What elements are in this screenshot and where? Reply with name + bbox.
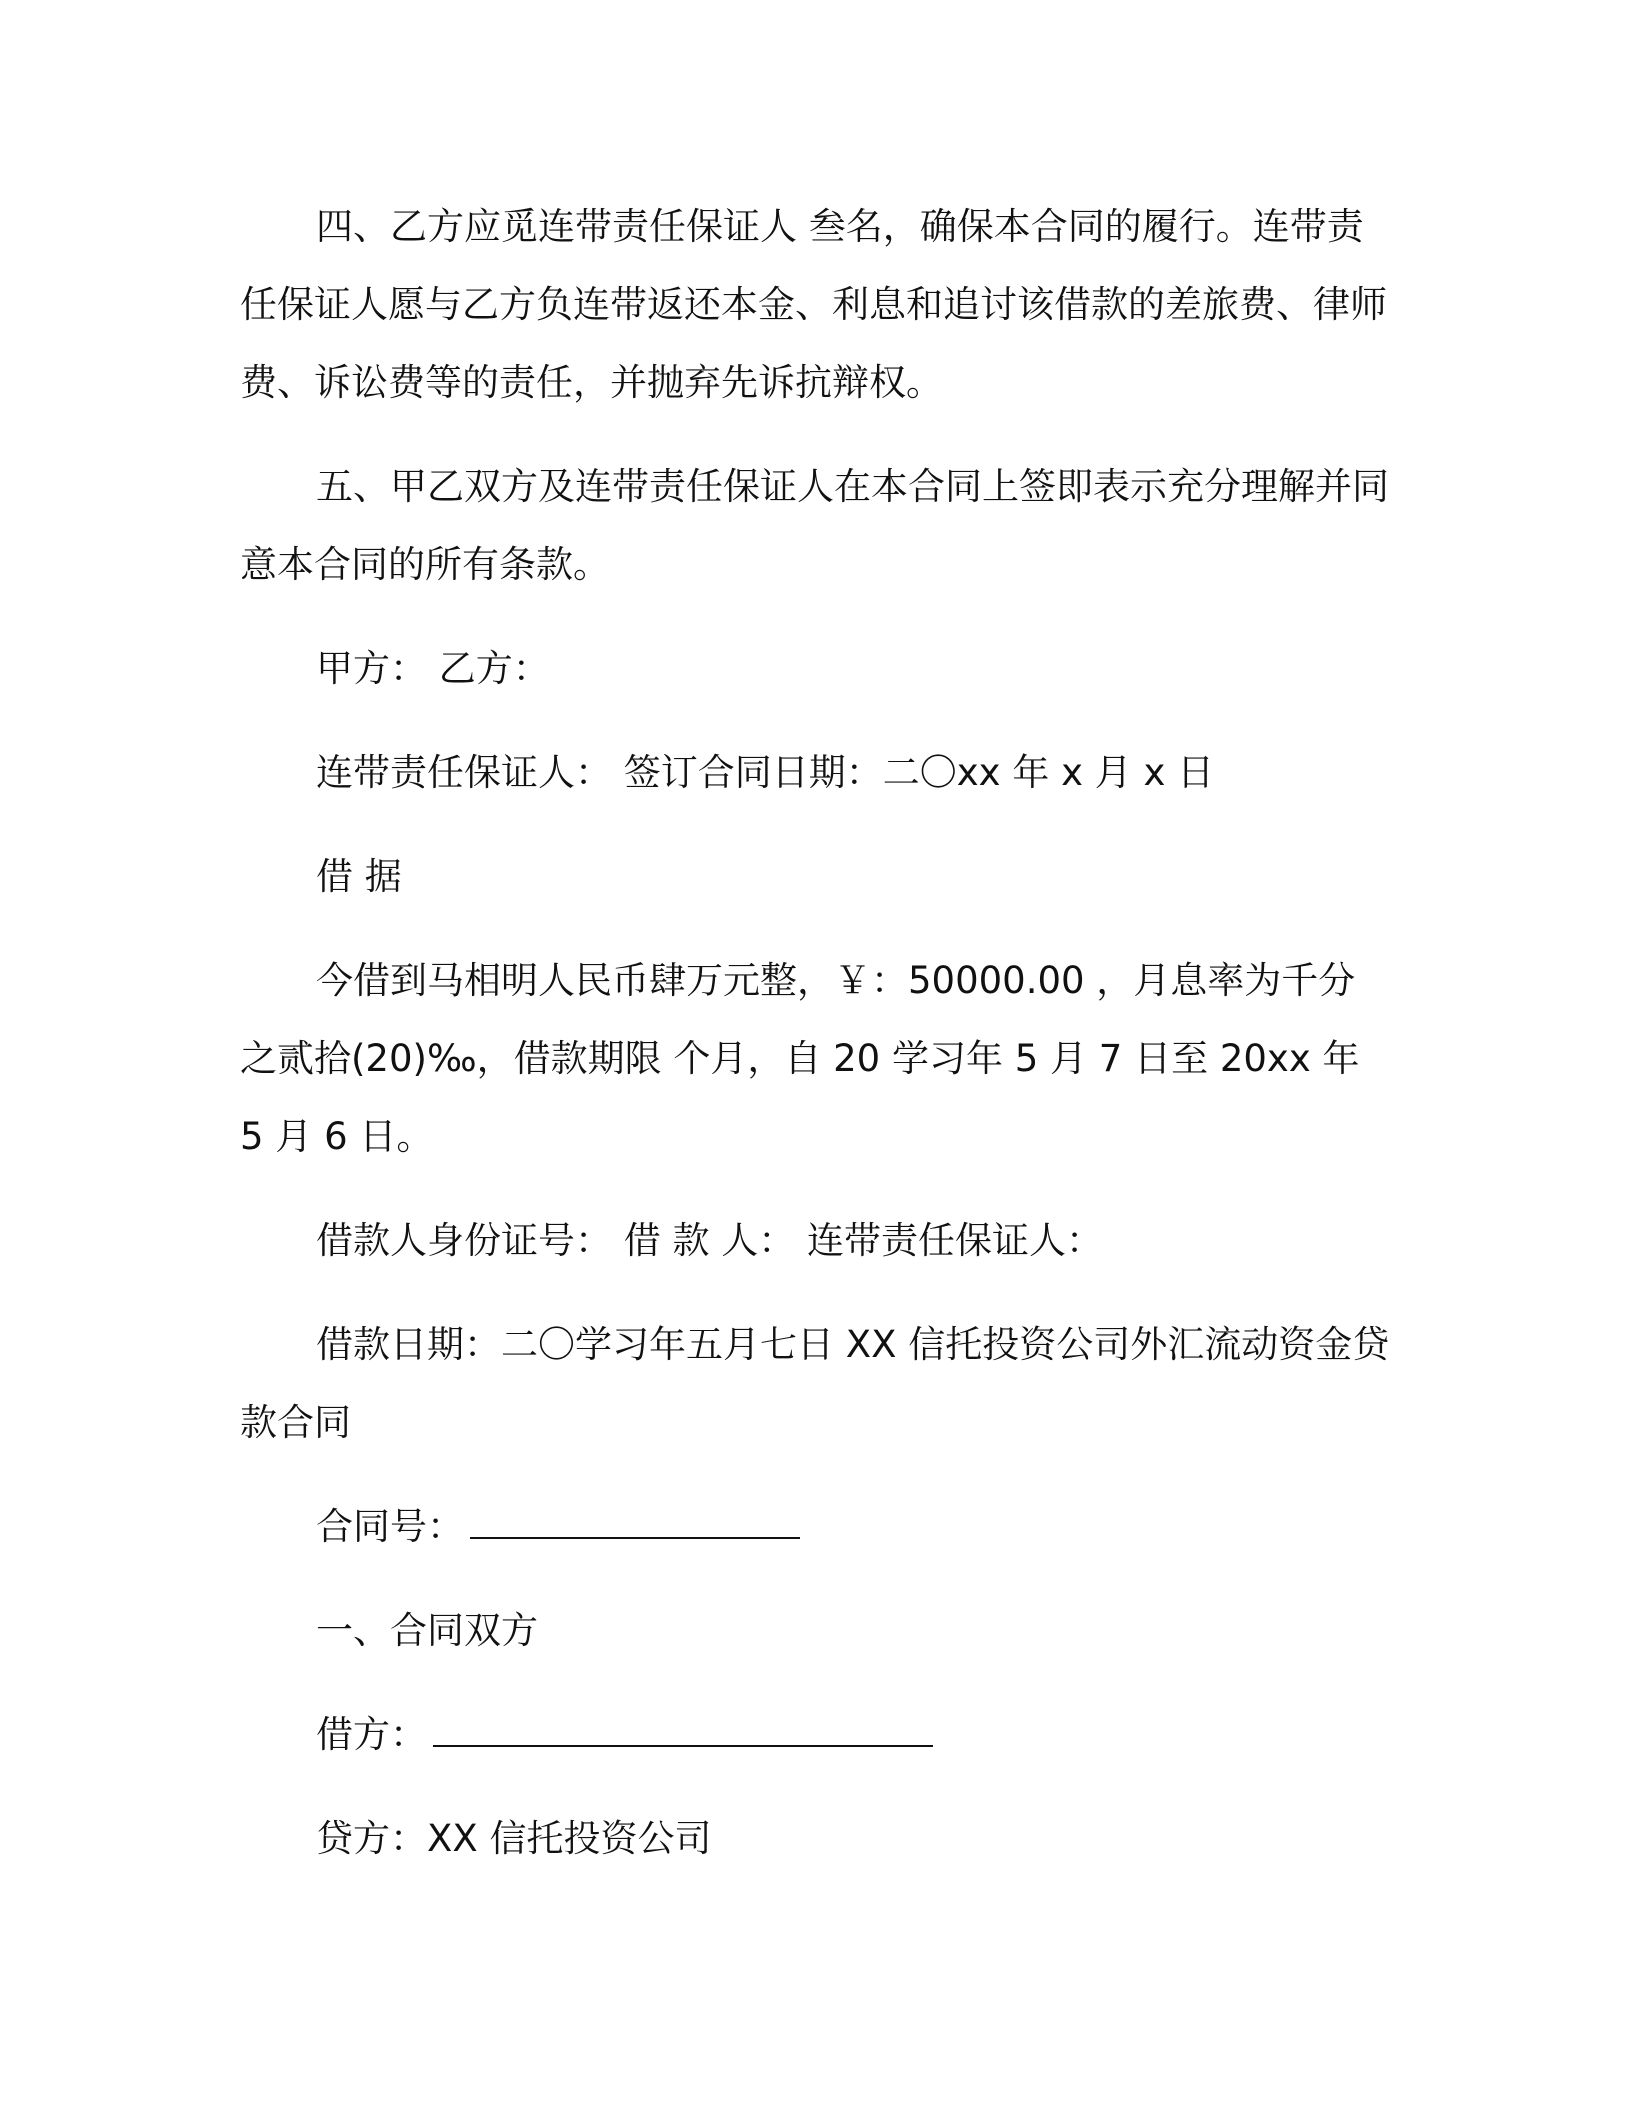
clause-four: 四、乙方应觅连带责任保证人 叁名，确保本合同的履行。连带责任保证人愿与乙方负连带返还本金、利息和追讨该借款的差旅费、律师费、诉讼费等的责任，并抛弃先诉抗辩权。: [240, 205, 1387, 404]
iou-body: 今借到马相明人民币肆万元整，￥：50000.00 ，月息率为千分之贰拾(20)‰，借款期限 个月，自 20 学习年 5 月 7 日至 20xx 年 5 月 6 日。: [240, 959, 1360, 1158]
borrower-id-line: 借款人身份证号： 借 款 人： 连带责任保证人：: [316, 1219, 1104, 1262]
lender-line: 贷方：XX 信托投资公司: [316, 1817, 712, 1860]
loan-date-and-contract-title: 借款日期：二〇学习年五月七日 XX 信托投资公司外汇流动资金贷款合同: [240, 1323, 1390, 1444]
party-signatures: 甲方： 乙方：: [316, 647, 550, 690]
clause-five: 五、甲乙双方及连带责任保证人在本合同上签即表示充分理解并同意本合同的所有条款。: [240, 465, 1389, 586]
guarantor-and-date: 连带责任保证人： 签订合同日期：二〇xx 年 x 月 x 日: [316, 751, 1215, 794]
borrower-blank: [433, 1715, 933, 1747]
contract-number-blank: [470, 1507, 800, 1539]
borrower-label: 借方：: [316, 1713, 427, 1756]
document-page: [240, 188, 1390, 1904]
contract-number-label: 合同号：: [316, 1505, 464, 1548]
section-one-heading: 一、合同双方: [316, 1609, 538, 1652]
iou-title: 借 据: [316, 855, 402, 898]
contract-number-line: [240, 1488, 1390, 1566]
borrower-line: [240, 1696, 1390, 1774]
